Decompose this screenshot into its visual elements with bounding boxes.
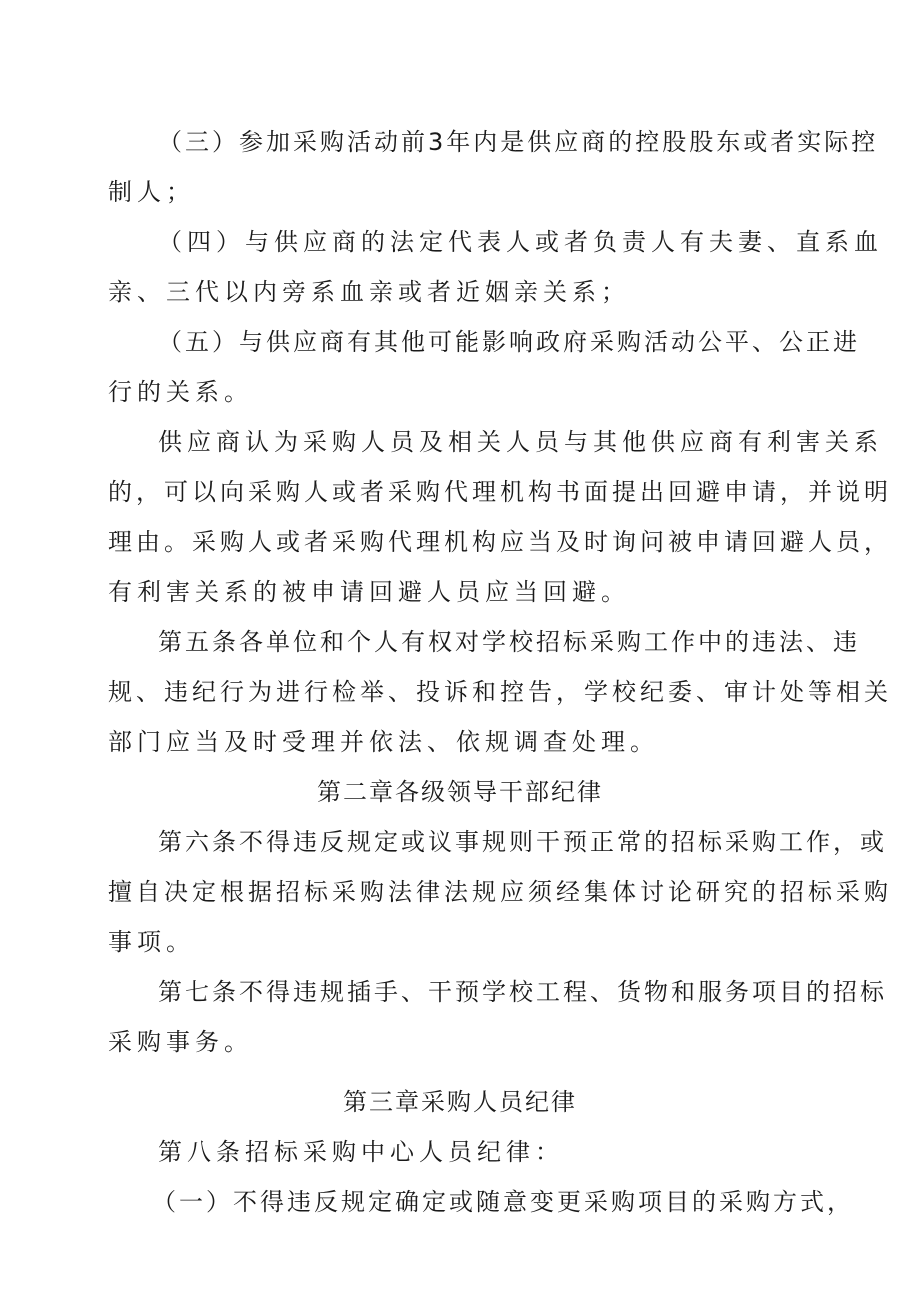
paragraph-line: （五）与供应商有其他可能影响政府采购活动公平、公正进 xyxy=(158,328,860,356)
paragraph-line: 第五条各单位和个人有权对学校招标采购工作中的违法、违 xyxy=(158,628,860,656)
paragraph-line: 理由。采购人或者采购代理机构应当及时询问被申请回避人员， xyxy=(108,528,892,556)
paragraph-line: 部门应当及时受理并依法、依规调查处理。 xyxy=(108,728,659,756)
paragraph-line: 供应商认为采购人员及相关人员与其他供应商有利害关系 xyxy=(158,428,883,456)
paragraph-line: 规、违纪行为进行检举、投诉和控告，学校纪委、审计处等相关 xyxy=(108,678,892,706)
paragraph-line: （一）不得违反规定确定或随意变更采购项目的采购方式， xyxy=(152,1188,854,1216)
paragraph-line: 制人； xyxy=(108,178,195,206)
paragraph-line: 擅自决定根据招标采购法律法规应须经集体讨论研究的招标采购 xyxy=(108,878,892,906)
paragraph-line: 事项。 xyxy=(108,928,195,956)
paragraph-line: 行的关系。 xyxy=(108,378,253,406)
chapter-title: 第二章各级领导干部纪律 xyxy=(317,778,603,806)
paragraph-line: 有利害关系的被申请回避人员应当回避。 xyxy=(108,578,630,606)
paragraph-line: 第七条不得违规插手、干预学校工程、货物和服务项目的招标 xyxy=(158,978,887,1006)
paragraph-line: （三）参加采购活动前3年内是供应商的控股股东或者实际控 xyxy=(158,128,879,156)
paragraph-line: 采购事务。 xyxy=(108,1028,253,1056)
paragraph-line: 的，可以向采购人或者采购代理机构书面提出回避申请，并说明 xyxy=(108,478,892,506)
chapter-title: 第三章采购人员纪律 xyxy=(343,1088,577,1116)
paragraph-line: （四）与供应商的法定代表人或者负责人有夫妻、直系血 xyxy=(158,228,883,256)
paragraph-line: 亲、三代以内旁系血亲或者近姻亲关系； xyxy=(108,278,630,306)
paragraph-line: 第六条不得违反规定或议事规则干预正常的招标采购工作，或 xyxy=(158,828,887,856)
paragraph-line: 第八条招标采购中心人员纪律： xyxy=(158,1138,564,1166)
